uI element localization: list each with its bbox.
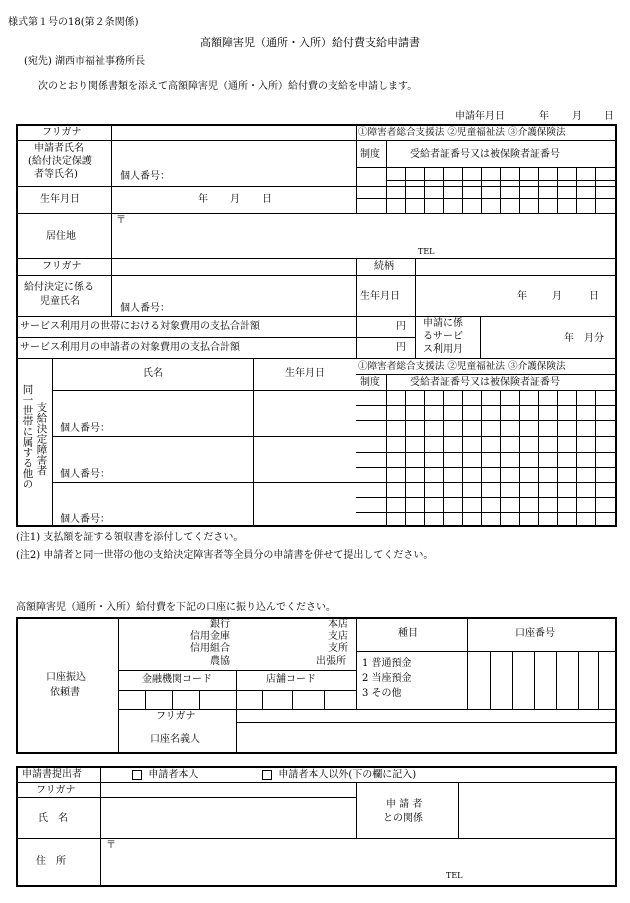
submitter-tel-label: TEL bbox=[446, 871, 463, 880]
child-personal-number-label: 個人番号： bbox=[120, 303, 170, 314]
relation-label-1: 申 請 者 bbox=[386, 799, 423, 810]
submitter-option-other[interactable] bbox=[262, 770, 416, 781]
account-type-2: 2 当座預金 bbox=[362, 673, 412, 684]
holder-furigana-label: フリガナ bbox=[156, 711, 196, 722]
child-name-label-1: 給付決定に係る bbox=[24, 282, 94, 293]
addressee: (宛先) 湖西市福祉事務所長 bbox=[24, 56, 145, 67]
branch-code-label: 店舗コード bbox=[266, 674, 316, 685]
transfer-label-1: 口座振込 bbox=[46, 672, 86, 683]
child-dob-month: 月 bbox=[552, 291, 562, 302]
submitter-address-field[interactable] bbox=[101, 839, 616, 886]
applicant-address-field[interactable] bbox=[112, 214, 616, 258]
service-month-label-3: ス利用月 bbox=[423, 344, 463, 355]
checkbox-icon[interactable] bbox=[132, 770, 142, 780]
date-day-label: 日 bbox=[604, 111, 614, 122]
applicant-furigana-label: フリガナ bbox=[42, 127, 82, 138]
child-furigana-label: フリガナ bbox=[42, 261, 82, 272]
applicant-total-yen: 円 bbox=[396, 342, 406, 353]
account-type-header: 種目 bbox=[398, 628, 418, 639]
applicant-laws-label: ①障害者総合支援法 ②児童福祉法 ③介護保険法 bbox=[358, 127, 566, 138]
applicant-postal-mark: 〒 bbox=[116, 215, 126, 226]
applicant-cert-label: 受給者証番号又は被保険者証番号 bbox=[410, 149, 560, 160]
applicant-dob-day: 日 bbox=[262, 194, 272, 205]
household-side-label-1: 同一世帯に属する他の bbox=[21, 384, 34, 489]
bank-code-label: 金融機関コード bbox=[142, 674, 212, 685]
intro-text: 次のとおり関係書類を添えて高額障害児（通所・入所）給付費の支給を申請します。 bbox=[38, 81, 418, 92]
note-1: (注1) 支払額を証する領収書を添付してください。 bbox=[16, 532, 244, 543]
household-name-header: 氏名 bbox=[143, 368, 163, 379]
applicant-dob-year: 年 bbox=[198, 194, 208, 205]
note-2: (注2) 申請者と同一世帯の他の支給決定障害者等全員分の申請書を併せて提出してください。 bbox=[16, 550, 434, 561]
account-holder-field[interactable] bbox=[237, 723, 616, 753]
applicant-system-label: 制度 bbox=[360, 149, 380, 160]
child-name-field[interactable] bbox=[112, 276, 355, 304]
relation-label-2: との関係 bbox=[383, 813, 423, 824]
branch-branch: 支店 bbox=[328, 631, 348, 642]
date-label: 申請年月日 bbox=[455, 111, 505, 122]
inst-kumiai: 信用組合 bbox=[190, 643, 230, 654]
date-year-label: 年 bbox=[539, 111, 549, 122]
applicant-personal-number-label: 個人番号： bbox=[120, 171, 170, 182]
applicant-name-label-2: (給付決定保護 bbox=[28, 156, 92, 167]
submitter-label: 申請書提出者 bbox=[22, 769, 82, 780]
account-number-header: 口座番号 bbox=[515, 628, 555, 639]
household-member-1-personal-number: 個人番号： bbox=[60, 423, 110, 434]
child-dob-year: 年 bbox=[517, 291, 527, 302]
applicant-name-label-3: 者等氏名) bbox=[34, 169, 78, 180]
submitter-option-self[interactable] bbox=[132, 770, 198, 781]
form-title: 高額障害児（通所・入所）給付費支給申請書 bbox=[200, 36, 420, 49]
applicant-dob-month: 月 bbox=[230, 194, 240, 205]
service-month-label-2: るサービ bbox=[423, 331, 463, 342]
submitter-name-field[interactable] bbox=[101, 798, 355, 837]
submitter-address-label: 住 所 bbox=[36, 856, 66, 867]
household-laws-label: ①障害者総合支援法 ②児童福祉法 ③介護保険法 bbox=[358, 361, 566, 372]
submitter-name-label: 氏 名 bbox=[38, 813, 68, 824]
account-holder-label: 口座名義人 bbox=[150, 734, 200, 745]
inst-bank: 銀行 bbox=[210, 619, 230, 630]
household-total-label: サービス利用月の世帯における対象費用の支払合計額 bbox=[20, 321, 260, 332]
applicant-tel-label: TEL bbox=[418, 247, 435, 256]
applicant-name-field[interactable] bbox=[112, 141, 355, 171]
child-name-label-2: 児童氏名 bbox=[40, 296, 80, 307]
submitter-postal-mark: 〒 bbox=[106, 840, 116, 851]
household-member-2-personal-number: 個人番号： bbox=[60, 469, 110, 480]
child-dob-label: 生年月日 bbox=[360, 291, 400, 302]
branch-office: 出張所 bbox=[316, 656, 346, 667]
branch-head: 本店 bbox=[328, 619, 348, 630]
applicant-dob-label: 生年月日 bbox=[40, 194, 80, 205]
form-number: 様式第１号の18(第２条関係) bbox=[8, 17, 139, 28]
checkbox-icon[interactable] bbox=[262, 770, 272, 780]
child-dob-day: 日 bbox=[589, 291, 599, 302]
applicant-furigana-field[interactable] bbox=[112, 125, 355, 140]
applicant-name-label-1: 申請者氏名 bbox=[34, 143, 84, 154]
household-member-3-personal-number: 個人番号： bbox=[60, 514, 110, 525]
household-system-label: 制度 bbox=[360, 377, 380, 388]
bank-heading: 高額障害児（通所・入所）給付費を下記の口座に振り込んでください。 bbox=[16, 602, 336, 613]
option-other-label: 申請者本人以外(下の欄に記入) bbox=[278, 769, 417, 781]
account-type-3: 3 その他 bbox=[362, 688, 402, 699]
household-side-label-2: 支給決定障害者 bbox=[35, 402, 48, 476]
inst-nokyo: 農協 bbox=[210, 656, 230, 667]
account-type-1: 1 普通預金 bbox=[362, 658, 412, 669]
option-self-label: 申請者本人 bbox=[148, 769, 199, 781]
branch-sub: 支所 bbox=[328, 643, 348, 654]
applicant-total-label: サービス利用月の申請者の対象費用の支払合計額 bbox=[20, 342, 240, 353]
child-relation-label: 続柄 bbox=[374, 261, 394, 272]
household-dob-header: 生年月日 bbox=[285, 368, 325, 379]
date-month-label: 月 bbox=[572, 111, 582, 122]
relation-field[interactable] bbox=[459, 783, 616, 837]
service-month-label-1: 申請に係 bbox=[423, 318, 463, 329]
transfer-label-2: 依頼書 bbox=[50, 687, 80, 698]
household-cert-label: 受給者証番号又は被保険者証番号 bbox=[410, 377, 560, 388]
applicant-address-label: 居住地 bbox=[46, 231, 76, 242]
household-total-yen: 円 bbox=[396, 321, 406, 332]
submitter-furigana-label: フリガナ bbox=[36, 785, 76, 796]
service-year-month: 年 月分 bbox=[564, 333, 604, 344]
inst-shinkin: 信用金庫 bbox=[190, 631, 230, 642]
